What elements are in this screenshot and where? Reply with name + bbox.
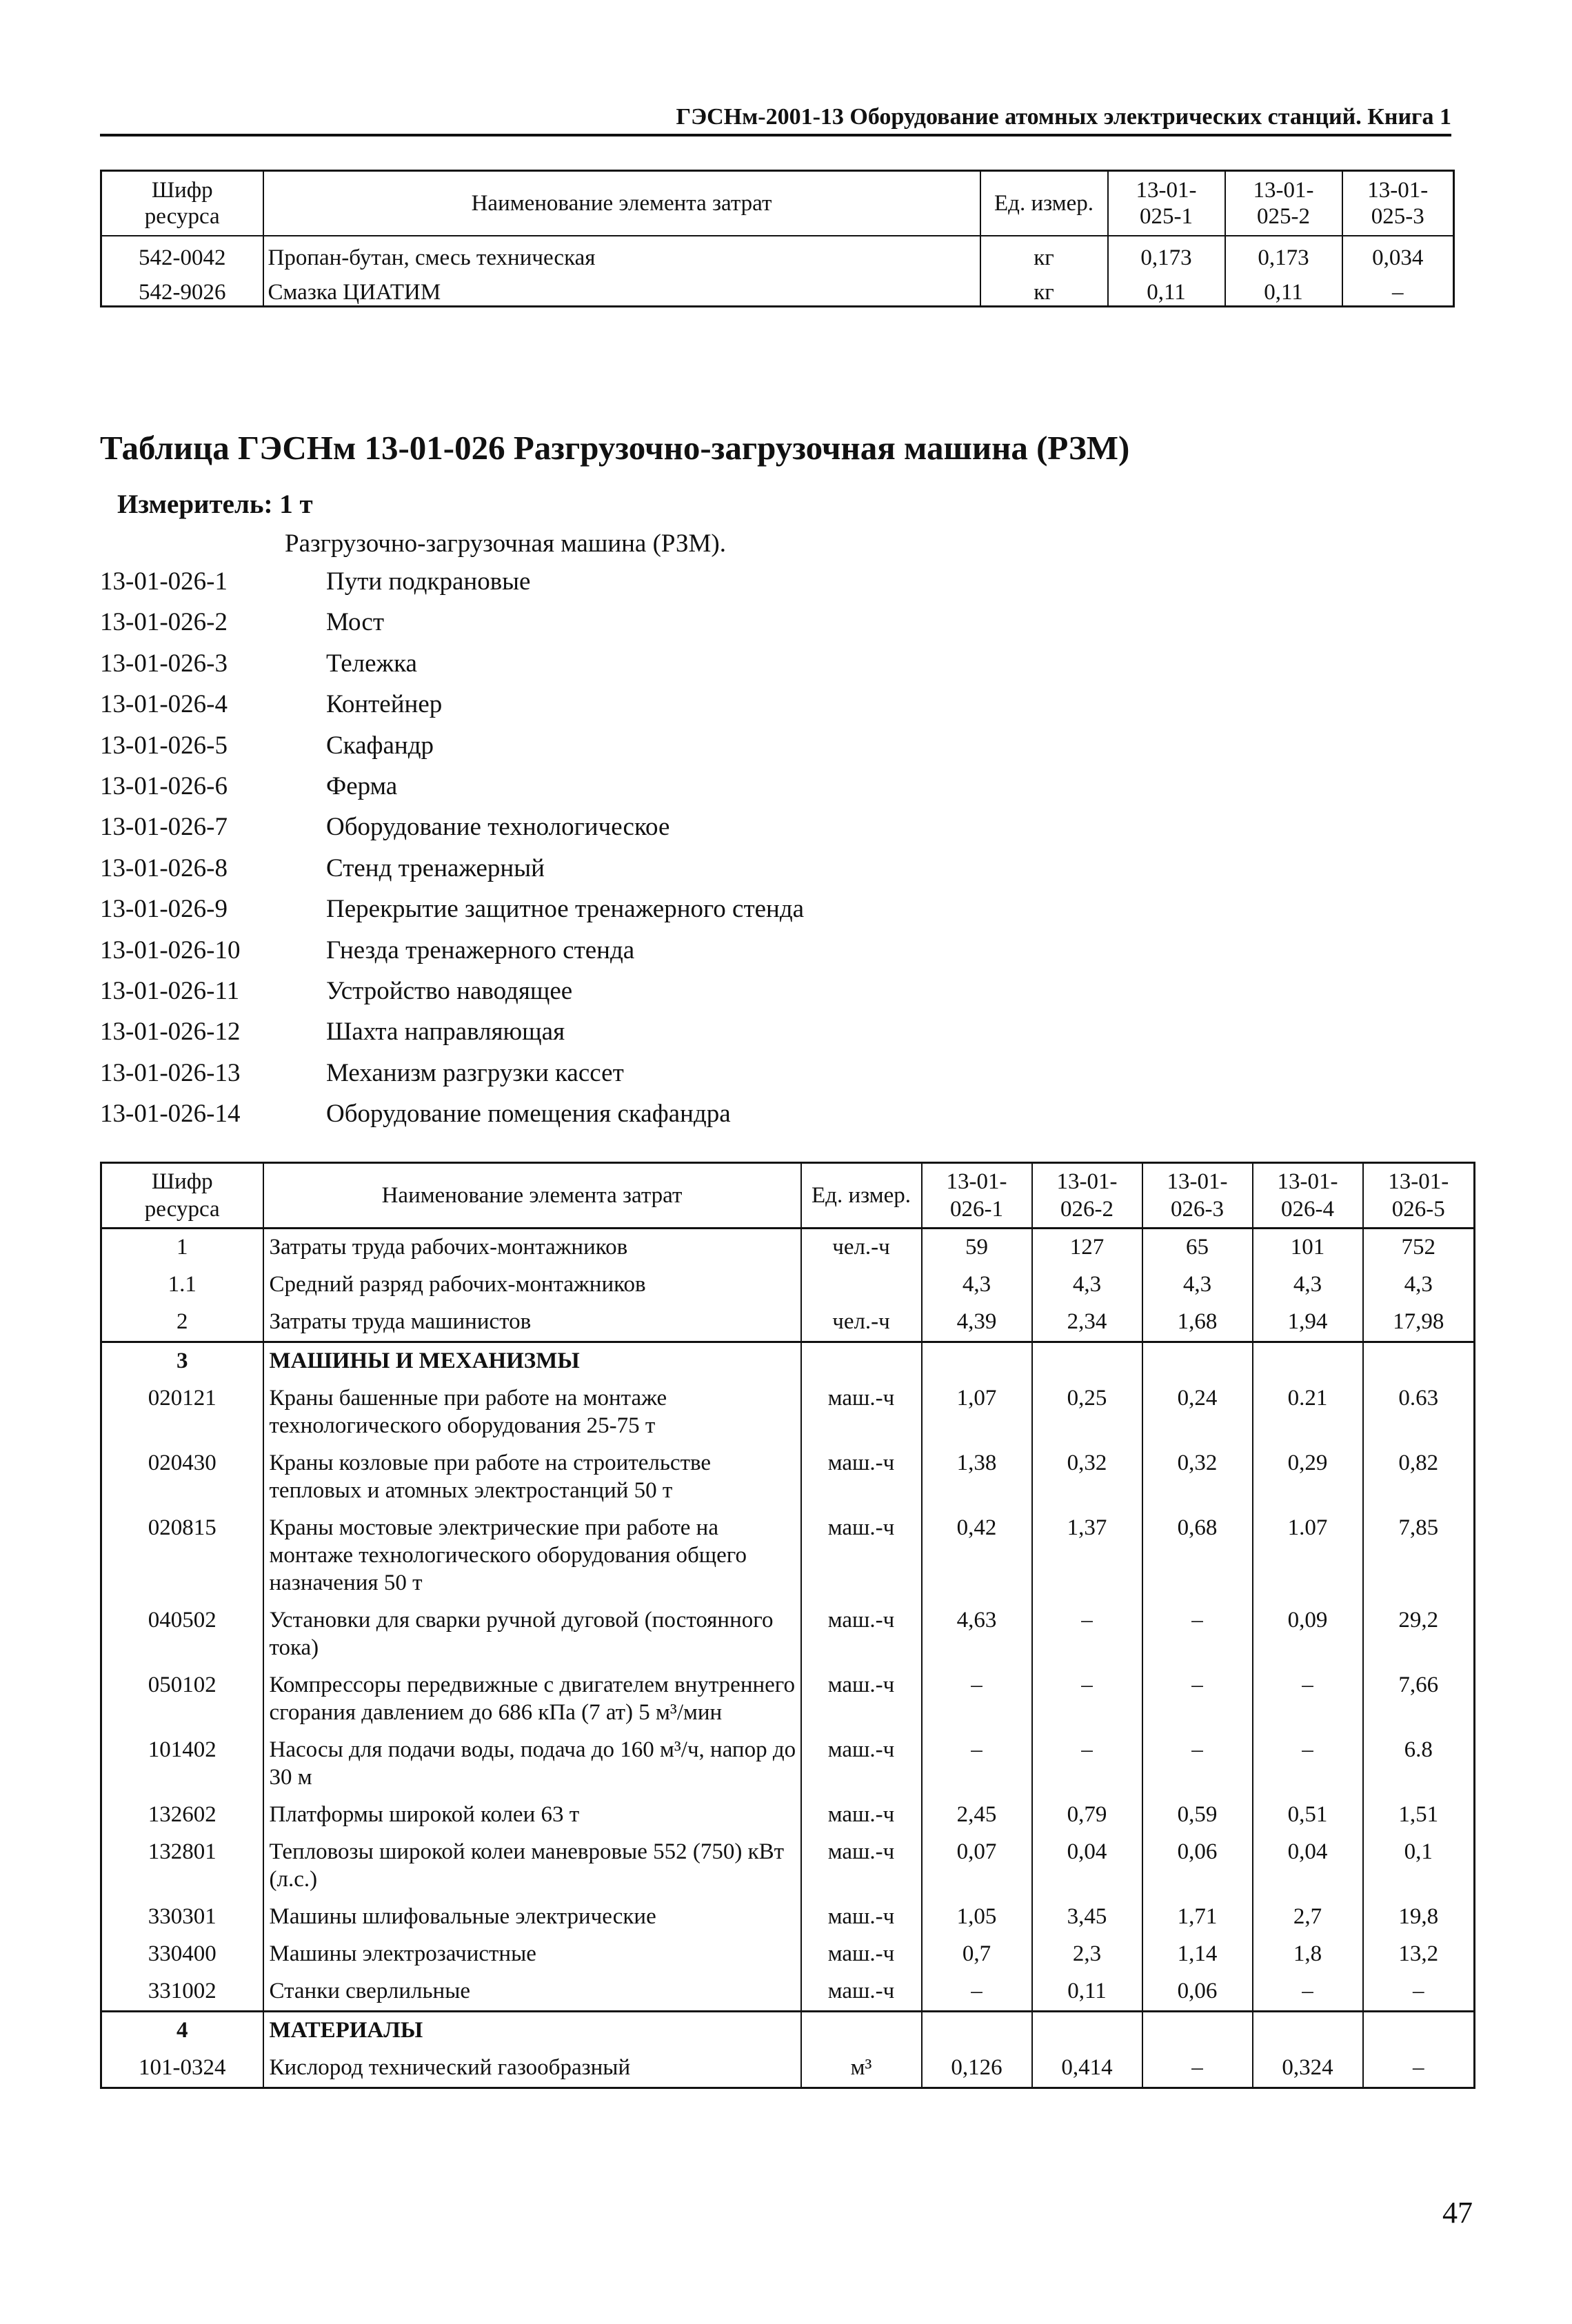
cell-unit: маш.-ч [801,1936,922,1973]
item-code: 13-01-026-5 [100,731,228,760]
cell-code: 020430 [101,1445,263,1510]
cell-empty [1253,1342,1363,1381]
cell-v2: 2,34 [1032,1304,1142,1342]
cell-code: 050102 [101,1667,263,1732]
cell-v2: 0,79 [1032,1797,1142,1834]
cell-unit: маш.-ч [801,1973,922,2012]
item-code: 13-01-026-13 [100,1058,241,1087]
cell-v2: 0,04 [1032,1834,1142,1899]
cell-code: 1 [101,1229,263,1267]
cell-v3: 0,24 [1142,1380,1253,1445]
table-row [101,2050,1475,2088]
cell-v1: – [922,1667,1032,1732]
cell-v1: 0,07 [922,1834,1032,1899]
cell-v4: 0.21 [1253,1380,1363,1445]
cell-code: 132602 [101,1797,263,1834]
cell-v5: 7,85 [1363,1510,1475,1602]
cell-v5: 0,1 [1363,1834,1475,1899]
cell-v3: 1,71 [1142,1899,1253,1936]
col-header-v3: 13-01- 026-3 [1142,1163,1253,1229]
running-header: ГЭСНм-2001-13 Оборудование атомных электрических станций. Книга 1 [100,103,1451,137]
cell-v2: 4,3 [1032,1266,1142,1304]
item-label: Оборудование помещения скафандра [326,1100,731,1129]
cell-name: Насосы для подачи воды, подача до 160 м³/ч, напор до 30 м [263,1732,801,1797]
page-number: 47 [1442,2196,1473,2230]
list-item [100,647,804,688]
cell-name: Краны башенные при работе на монтаже технологического оборудования 25-75 т [263,1380,801,1445]
cell-v2: 0,25 [1032,1380,1142,1445]
cell-name: Кислород технический газообразный [263,2050,801,2088]
cell-v1: 1,38 [922,1445,1032,1510]
item-code: 13-01-026-10 [100,936,241,964]
col-header-code: Шифр ресурса [101,1163,263,1229]
item-label: Мост [326,608,384,637]
table-row [101,1266,1475,1304]
item-label: Гнезда тренажерного стенда [326,936,635,964]
cell-name: Средний разряд рабочих-монтажников [263,1266,801,1304]
cell-unit: кг [980,271,1108,307]
cell-v4: – [1253,1973,1363,2012]
cell-unit: маш.-ч [801,1899,922,1936]
cell-v5: 17,98 [1363,1304,1475,1342]
cell-v1: 0,7 [922,1936,1032,1973]
cell-v1: 0,126 [922,2050,1032,2088]
cell-name: Краны козловые при работе на строительстве тепловых и атомных электростанций 50 т [263,1445,801,1510]
cell-v5: 13,2 [1363,1936,1475,1973]
cell-code: 020815 [101,1510,263,1602]
item-code: 13-01-026-14 [100,1100,241,1129]
cell-empty [1142,2012,1253,2050]
table-row [101,1602,1475,1667]
table-row [101,1304,1475,1342]
section-row [101,2012,1475,2050]
table-row [101,1380,1475,1445]
cell-name: Станки сверлильные [263,1973,801,2012]
cell-code: 2 [101,1304,263,1342]
table-header-row [101,171,1454,236]
table-row [101,1510,1475,1602]
cell-v4: 1,8 [1253,1936,1363,1973]
cell-v5: – [1363,1973,1475,2012]
cell-v2: 0,173 [1225,236,1342,271]
cell-v1: – [922,1732,1032,1797]
cell-v4: 0,04 [1253,1834,1363,1899]
cell-v4: – [1253,1732,1363,1797]
cell-empty [1142,1342,1253,1381]
cell-empty [1363,2012,1475,2050]
cell-v1: 4,3 [922,1266,1032,1304]
list-item [100,688,804,729]
table-row [101,1973,1475,2012]
cell-name: Установки для сварки ручной дуговой (постоянного тока) [263,1602,801,1667]
cell-empty [1032,1342,1142,1381]
section-title: МАТЕРИАЛЫ [263,2012,801,2050]
table-row [101,1445,1475,1510]
item-code: 13-01-026-7 [100,813,228,842]
col-header-v4: 13-01- 026-4 [1253,1163,1363,1229]
cell-code: 3 [101,1342,263,1381]
cell-unit: маш.-ч [801,1732,922,1797]
cell-name: Затраты труда машинистов [263,1304,801,1342]
cell-v3: 0,06 [1142,1973,1253,2012]
cell-unit: м³ [801,2050,922,2088]
col-header-v2: 13-01- 026-2 [1032,1163,1142,1229]
cell-empty [1363,1342,1475,1381]
col-header-name: Наименование элемента затрат [263,171,980,236]
col-header-v5: 13-01- 026-5 [1363,1163,1475,1229]
cell-v2: 2,3 [1032,1936,1142,1973]
cell-v1: 1,05 [922,1899,1032,1936]
cell-v4: 0,29 [1253,1445,1363,1510]
list-item [100,811,804,851]
cell-v1: 1,07 [922,1380,1032,1445]
measure-unit: Измеритель: 1 т [117,489,313,519]
cell-v3: 1,14 [1142,1936,1253,1973]
cell-v3: 0,68 [1142,1510,1253,1602]
list-item [100,1016,804,1056]
col-header-v3: 13-01- 025-3 [1342,171,1454,236]
item-code: 13-01-026-11 [100,976,240,1005]
cell-v1: 4,63 [922,1602,1032,1667]
item-label: Пути подкрановые [326,567,531,596]
item-list [100,565,804,1138]
cell-v4: 0,324 [1253,2050,1363,2088]
item-label: Оборудование технологическое [326,813,670,842]
item-code: 13-01-026-2 [100,608,228,637]
cell-v3: 0,59 [1142,1797,1253,1834]
cell-code: 330400 [101,1936,263,1973]
cell-v2: 0,11 [1225,271,1342,307]
list-item [100,606,804,647]
cell-v4: 4,3 [1253,1266,1363,1304]
cell-v3: 4,3 [1142,1266,1253,1304]
cell-unit: маш.-ч [801,1510,922,1602]
cell-v3: 0,06 [1142,1834,1253,1899]
list-item [100,770,804,811]
table-row [101,1936,1475,1973]
cell-v2: 0,414 [1032,2050,1142,2088]
col-header-code: Шифр ресурса [101,171,263,236]
item-label: Ферма [326,771,398,800]
section-row [101,1342,1475,1381]
cell-v2: 0,32 [1032,1445,1142,1510]
cell-v1: 0,42 [922,1510,1032,1602]
cell-name: Смазка ЦИАТИМ [263,271,980,307]
item-label: Шахта направляющая [326,1018,565,1047]
cell-v3: – [1342,271,1454,307]
item-code: 13-01-026-3 [100,649,228,678]
list-item [100,565,804,606]
cell-v2: 3,45 [1032,1899,1142,1936]
item-label: Устройство наводящее [326,976,573,1005]
cell-code: 542-9026 [101,271,263,307]
cell-code: 101402 [101,1732,263,1797]
cell-v5: 6.8 [1363,1732,1475,1797]
item-label: Скафандр [326,731,434,760]
item-label: Тележка [326,649,417,678]
cell-v5: 19,8 [1363,1899,1475,1936]
cell-empty [801,1342,922,1381]
table-row [101,1732,1475,1797]
cell-code: 101-0324 [101,2050,263,2088]
list-item [100,729,804,770]
list-item [100,1057,804,1098]
cell-name: Платформы широкой колеи 63 т [263,1797,801,1834]
cell-v4: 101 [1253,1229,1363,1267]
item-code: 13-01-026-12 [100,1018,241,1047]
cell-v5: 752 [1363,1229,1475,1267]
item-label: Перекрытие защитное тренажерного стенда [326,895,805,924]
col-header-unit: Ед. измер. [801,1163,922,1229]
cell-v2: 127 [1032,1229,1142,1267]
item-code: 13-01-026-1 [100,567,228,596]
cell-unit: чел.-ч [801,1229,922,1267]
col-header-name: Наименование элемента затрат [263,1163,801,1229]
item-code: 13-01-026-4 [100,690,228,719]
cell-unit: маш.-ч [801,1797,922,1834]
list-item [100,1098,804,1138]
col-header-unit: Ед. измер. [980,171,1108,236]
cell-v3: 0,32 [1142,1445,1253,1510]
cell-code: 020121 [101,1380,263,1445]
cell-unit: маш.-ч [801,1602,922,1667]
cell-name: Машины шлифовальные электрические [263,1899,801,1936]
cell-code: 1.1 [101,1266,263,1304]
cell-code: 132801 [101,1834,263,1899]
cell-v5: 0.63 [1363,1380,1475,1445]
cell-v3: 65 [1142,1229,1253,1267]
cell-v3: 0,034 [1342,236,1454,271]
cell-v4: 1,94 [1253,1304,1363,1342]
list-item [100,934,804,975]
cell-unit: чел.-ч [801,1304,922,1342]
table-row [101,1899,1475,1936]
cell-name: Краны мостовые электрические при работе на монтаже технологического оборудования общего назначения 50 т [263,1510,801,1602]
cell-name: Затраты труда рабочих-монтажников [263,1229,801,1267]
item-label: Стенд тренажерный [326,853,545,882]
cell-v1: 4,39 [922,1304,1032,1342]
table-row [101,236,1454,271]
cell-empty [1253,2012,1363,2050]
cell-v4: – [1253,1667,1363,1732]
item-code: 13-01-026-8 [100,853,228,882]
cell-v4: 1.07 [1253,1510,1363,1602]
cell-v2: – [1032,1602,1142,1667]
list-item [100,893,804,933]
cell-v1: – [922,1973,1032,2012]
item-code: 13-01-026-6 [100,771,228,800]
intro-text: Разгрузочно-загрузочная машина (РЗМ). [285,529,726,558]
cell-code: 331002 [101,1973,263,2012]
cell-v5: 0,82 [1363,1445,1475,1510]
cell-name: Машины электрозачистные [263,1936,801,1973]
cell-empty [1032,2012,1142,2050]
cell-code: 4 [101,2012,263,2050]
cell-v5: 4,3 [1363,1266,1475,1304]
cell-v5: 7,66 [1363,1667,1475,1732]
cell-v5: 29,2 [1363,1602,1475,1667]
cell-unit: маш.-ч [801,1445,922,1510]
cell-v3: – [1142,1602,1253,1667]
cell-unit: кг [980,236,1108,271]
table-header-row [101,1163,1475,1229]
cell-v2: – [1032,1667,1142,1732]
table-title: Таблица ГЭСНм 13-01-026 Разгрузочно-загрузочная машина (РЗМ) [100,429,1130,467]
table-row [101,1797,1475,1834]
cell-unit: маш.-ч [801,1380,922,1445]
cell-v1: 2,45 [922,1797,1032,1834]
table-row [101,1667,1475,1732]
col-header-v1: 13-01- 026-1 [922,1163,1032,1229]
cell-unit: маш.-ч [801,1667,922,1732]
section-title: МАШИНЫ И МЕХАНИЗМЫ [263,1342,801,1381]
cell-v2: 0,11 [1032,1973,1142,2012]
cell-v3: – [1142,1667,1253,1732]
cell-code: 040502 [101,1602,263,1667]
cell-v2: – [1032,1732,1142,1797]
list-item [100,975,804,1016]
col-header-v1: 13-01- 025-1 [1108,171,1225,236]
cell-v3: – [1142,1732,1253,1797]
list-item [100,852,804,893]
cell-v2: 1,37 [1032,1510,1142,1602]
item-code: 13-01-026-9 [100,895,228,924]
cell-v3: 1,68 [1142,1304,1253,1342]
cell-name: Тепловозы широкой колеи маневровые 552 (750) кВт (л.с.) [263,1834,801,1899]
cell-v4: 0,09 [1253,1602,1363,1667]
cell-v4: 0,51 [1253,1797,1363,1834]
cell-empty [922,1342,1032,1381]
cell-v5: 1,51 [1363,1797,1475,1834]
cell-v1: 0,173 [1108,236,1225,271]
cell-empty [801,2012,922,2050]
cell-v5: – [1363,2050,1475,2088]
item-label: Механизм разгрузки кассет [326,1058,624,1087]
item-label: Контейнер [326,690,443,719]
table-row [101,1229,1475,1267]
table-026 [100,1162,1475,2089]
cell-v4: 2,7 [1253,1899,1363,1936]
cell-v1: 0,11 [1108,271,1225,307]
cell-code: 330301 [101,1899,263,1936]
col-header-v2: 13-01- 025-2 [1225,171,1342,236]
cell-unit [801,1266,922,1304]
table-row [101,1834,1475,1899]
cell-name: Пропан-бутан, смесь техническая [263,236,980,271]
cell-v3: – [1142,2050,1253,2088]
cell-unit: маш.-ч [801,1834,922,1899]
table-row [101,271,1454,307]
cell-code: 542-0042 [101,236,263,271]
cell-name: Компрессоры передвижные с двигателем внутреннего сгорания давлением до 686 кПа (7 ат) 5 м³/мин [263,1667,801,1732]
table-025-continuation [100,170,1455,307]
cell-empty [922,2012,1032,2050]
cell-v1: 59 [922,1229,1032,1267]
